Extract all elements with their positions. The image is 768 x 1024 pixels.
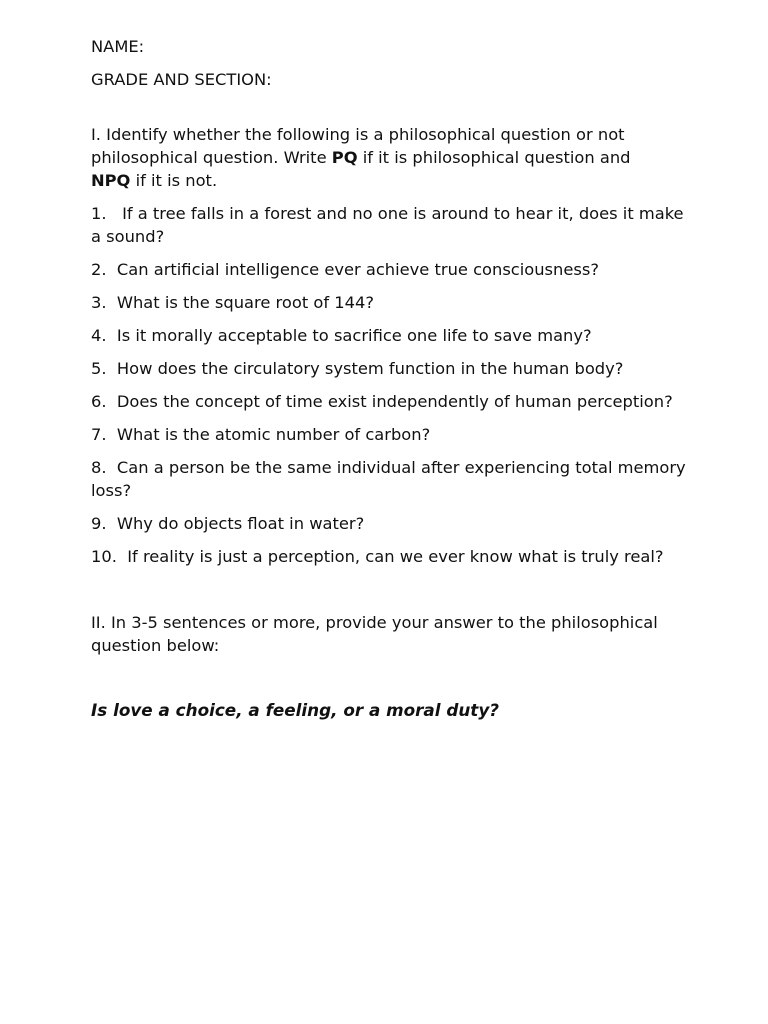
question-text: What is the atomic number of carbon? [116, 425, 431, 444]
question-item [91, 423, 691, 446]
question-number: 7. [91, 425, 117, 444]
question-item [91, 324, 691, 347]
question-item [91, 291, 691, 314]
question-item [91, 456, 691, 502]
name-label: NAME: [91, 37, 145, 56]
question-text: Can artificial intelligence ever achieve true consciousness? [116, 260, 599, 279]
question-number: 2. [91, 260, 117, 279]
question-text: Is it morally acceptable to sacrifice one life to save many? [116, 326, 592, 345]
question-number: 8. [91, 458, 117, 477]
question-item [91, 258, 691, 281]
part1-instruction-mid: if it is philosophical question and [357, 148, 636, 167]
pq-code: PQ [331, 148, 358, 167]
question-text: If a tree falls in a forest and no one is around to hear it, does it make a sound? [91, 204, 689, 246]
question-list [91, 202, 691, 568]
question-item [91, 512, 691, 535]
question-number: 9. [91, 514, 117, 533]
question-item [91, 390, 691, 413]
question-number: 3. [91, 293, 117, 312]
question-number: 10. [91, 547, 128, 566]
part1-instruction [91, 123, 691, 192]
question-text: How does the circulatory system function in the human body? [116, 359, 624, 378]
question-number: 1. [91, 204, 123, 223]
npq-code: NPQ [91, 171, 131, 190]
part1-instruction-pre: I. Identify whether the following is a philosophical question or not philosophical question. Write [91, 125, 630, 167]
question-number: 5. [91, 359, 117, 378]
question-text: If reality is just a perception, can we ever know what is truly real? [127, 547, 664, 566]
question-number: 4. [91, 326, 117, 345]
question-text: What is the square root of 144? [116, 293, 374, 312]
worksheet [91, 35, 691, 722]
question-text: Does the concept of time exist independently of human perception? [116, 392, 673, 411]
essay-prompt: Is love a choice, a feeling, or a moral duty? [91, 700, 499, 720]
question-text: Why do objects float in water? [116, 514, 365, 533]
part1-instruction-post: if it is not. [130, 171, 218, 190]
question-item [91, 545, 691, 568]
question-item [91, 202, 691, 248]
part2-instruction: II. In 3-5 sentences or more, provide your answer to the philosophical question below: [91, 613, 663, 655]
question-text: Can a person be the same individual after experiencing total memory loss? [91, 458, 691, 500]
question-number: 6. [91, 392, 117, 411]
question-item [91, 357, 691, 380]
grade-section-label: GRADE AND SECTION: [91, 70, 272, 89]
